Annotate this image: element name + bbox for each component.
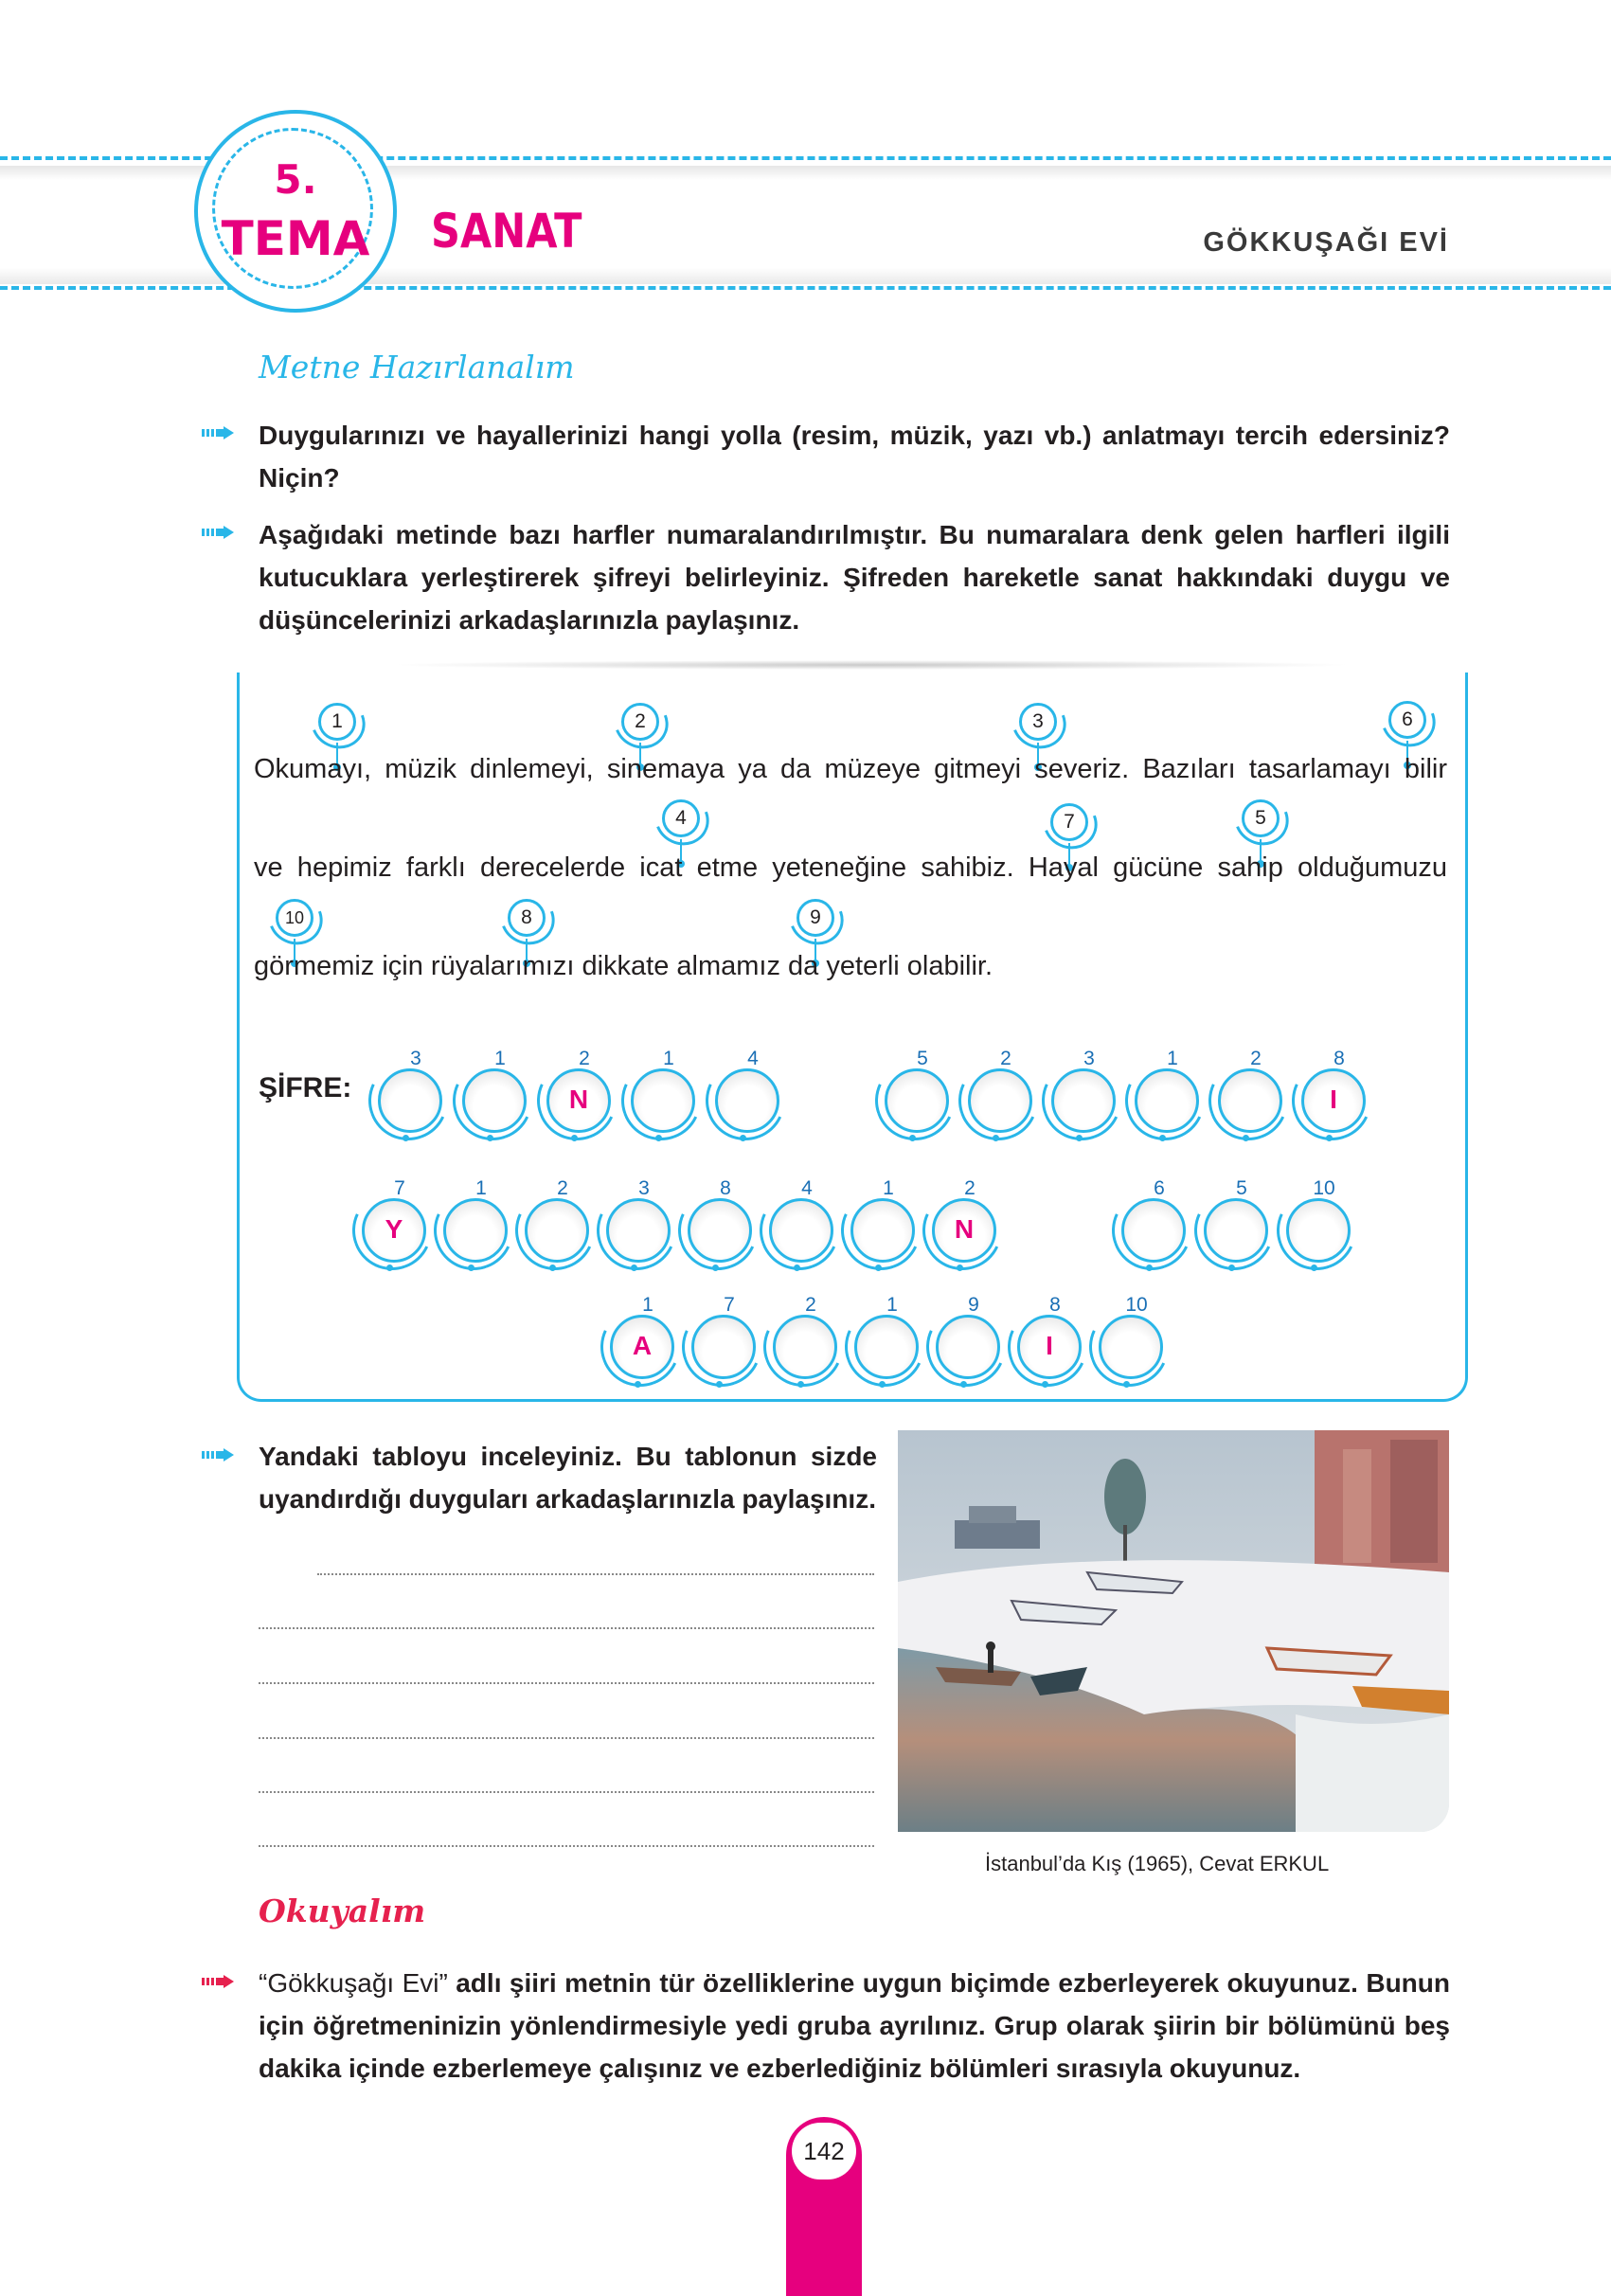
question-4-text: adlı şiiri metnin tür özelliklerine uygun biçimde ezberleyerek okuyunuz. Bunun için öğretmeninizin yönlendirmesiyle yedi gruba ayrılınız. Grup olarak şiirin bir bölümünü beş dakika içinde ezberlemeye çalışınız ve ezberlediğiniz bölümleri sırasıyla okuyunuz. [259, 1968, 1450, 2083]
cipher-letter [773, 1315, 837, 1379]
cipher-number: 8 [1049, 1294, 1061, 1316]
cipher-letter [885, 1068, 949, 1133]
cipher-cell[interactable] [928, 1177, 1004, 1272]
cipher-number: 5 [1236, 1177, 1247, 1199]
cipher-number: 5 [917, 1048, 928, 1069]
theme-title: SANAT [431, 204, 582, 259]
passage-line-2: ve hepimiz farklı derecelerde icat etme yeteneğine sahibiz. Hayal gücüne sahip olduğumuzu [254, 852, 1447, 883]
page-number: 142 [792, 2123, 856, 2179]
cipher-cell[interactable] [602, 1177, 678, 1272]
letter-marker: 10 [270, 897, 327, 973]
answer-line[interactable] [259, 1845, 874, 1847]
cipher-number: 10 [1125, 1294, 1148, 1316]
cipher-number: 1 [494, 1048, 506, 1069]
cipher-cell[interactable] [543, 1048, 618, 1142]
cipher-number: 8 [1334, 1048, 1345, 1069]
cipher-number: 2 [964, 1177, 976, 1199]
cipher-cell[interactable] [374, 1048, 450, 1142]
cipher-number: 1 [663, 1048, 674, 1069]
cipher-label: ŞİFRE: [259, 1072, 352, 1103]
cipher-cell[interactable] [439, 1177, 515, 1272]
answer-line[interactable] [259, 1682, 874, 1684]
poem-title-quote: “Gökkuşağı Evi” [259, 1968, 448, 1998]
bullet-arrow-icon [202, 426, 238, 439]
cipher-cell[interactable] [1118, 1177, 1193, 1272]
cipher-letter [606, 1198, 671, 1263]
cipher-letter [1218, 1068, 1282, 1133]
cipher-cell[interactable] [688, 1294, 763, 1389]
cipher-number: 4 [747, 1048, 759, 1069]
cipher-number: 1 [475, 1177, 487, 1199]
cipher-letter [1135, 1068, 1199, 1133]
cipher-number: 10 [1313, 1177, 1335, 1199]
cipher-letter: I [1330, 1085, 1337, 1114]
answer-line[interactable] [259, 1737, 874, 1739]
cipher-cell[interactable] [606, 1294, 682, 1389]
letter-marker: 3 [1013, 701, 1070, 777]
cipher-cell[interactable] [627, 1048, 703, 1142]
text-title: GÖKKUŞAĞI EVİ [1203, 227, 1449, 258]
cipher-number: 1 [1167, 1048, 1178, 1069]
cipher-cell[interactable] [1214, 1048, 1290, 1142]
cipher-number: 1 [642, 1294, 653, 1316]
cipher-letter [631, 1068, 695, 1133]
cipher-letter [1204, 1198, 1268, 1263]
cipher-cell[interactable] [1047, 1048, 1123, 1142]
cipher-number: 7 [724, 1294, 735, 1316]
cipher-cell[interactable] [1282, 1177, 1358, 1272]
cipher-number: 7 [394, 1177, 405, 1199]
question-4 [259, 1962, 1450, 2090]
cipher-letter [1051, 1068, 1116, 1133]
cipher-cell[interactable] [358, 1177, 434, 1272]
cipher-number: 1 [883, 1177, 894, 1199]
cipher-number: 2 [1000, 1048, 1011, 1069]
cipher-cell[interactable] [1131, 1048, 1207, 1142]
cipher-letter [691, 1315, 756, 1379]
passage-line-1: Okumayı, müzik dinlemeyi, sinemaya ya da müzeye gitmeyi severiz. Bazıları tasarlamayı bilir [254, 754, 1447, 784]
cipher-letter [378, 1068, 442, 1133]
cipher-number: 2 [805, 1294, 816, 1316]
cipher-number: 1 [886, 1294, 898, 1316]
cipher-number: 3 [1083, 1048, 1095, 1069]
painting-caption: İstanbul’da Kış (1965), Cevat ERKUL [985, 1852, 1330, 1875]
cipher-letter: N [954, 1214, 975, 1244]
cipher-number: 6 [1154, 1177, 1165, 1199]
cipher-number: 4 [801, 1177, 813, 1199]
cipher-cell[interactable] [521, 1177, 597, 1272]
cipher-letter [1099, 1315, 1163, 1379]
section-heading-read: Okuyalım [259, 1892, 426, 1929]
cipher-number: 2 [579, 1048, 590, 1069]
passage-line-3: görmemiz için rüyalarımızı dikkate almamız da yeterli olabilir. [254, 951, 993, 981]
cipher-letter [443, 1198, 508, 1263]
bullet-arrow-icon [202, 1975, 238, 1988]
cipher-letter [715, 1068, 779, 1133]
cipher-letter [968, 1068, 1032, 1133]
letter-marker: 6 [1383, 699, 1440, 775]
section-heading-prepare: Metne Hazırlanalım [259, 349, 575, 386]
cipher-letter [936, 1315, 1000, 1379]
cipher-number: 9 [968, 1294, 979, 1316]
cipher-cell[interactable] [684, 1177, 760, 1272]
cipher-letter: N [568, 1085, 589, 1114]
answer-line[interactable] [317, 1573, 874, 1575]
cipher-letter: A [632, 1331, 653, 1360]
cipher-number: 2 [557, 1177, 568, 1199]
letter-marker: 2 [616, 701, 672, 777]
cipher-cell[interactable] [964, 1048, 1040, 1142]
unit-number: 5. [274, 156, 317, 203]
question-2: Aşağıdaki metinde bazı harfler numaralandırılmıştır. Bu numaralara denk gelen harfleri ilgili kutucuklara yerleştirerek şifreyi belirleyiniz. Şifreden hareketle sanat hakkındaki duygu ve düşüncelerinizi arkadaşlarınızla paylaşınız. [259, 520, 1450, 635]
letter-marker: 4 [656, 798, 713, 873]
cipher-cell[interactable] [932, 1294, 1008, 1389]
bullet-arrow-icon [202, 526, 238, 539]
cipher-cell[interactable] [850, 1294, 926, 1389]
painting-image [898, 1430, 1449, 1832]
cipher-letter [688, 1198, 752, 1263]
bullet-arrow-icon [202, 1448, 238, 1462]
cipher-cell[interactable] [1095, 1294, 1171, 1389]
cipher-number: 2 [1250, 1048, 1262, 1069]
cipher-number: 3 [410, 1048, 421, 1069]
letter-marker: 7 [1045, 801, 1101, 877]
question-3: Yandaki tabloyu inceleyiniz. Bu tablonun sizde uyandırdığı duyguları arkadaşlarınızla paylaşınız. [259, 1442, 877, 1514]
letter-marker: 1 [313, 701, 369, 777]
cipher-letter [462, 1068, 527, 1133]
cipher-cell[interactable] [765, 1177, 841, 1272]
cipher-cell[interactable] [1298, 1048, 1373, 1142]
letter-marker: 9 [791, 897, 848, 973]
answer-line[interactable] [259, 1627, 874, 1629]
letter-marker: 8 [502, 897, 559, 973]
cipher-cell[interactable] [1200, 1177, 1276, 1272]
cipher-number: 8 [720, 1177, 731, 1199]
cipher-letter: Y [385, 1214, 403, 1244]
unit-label: TEMA [221, 211, 370, 266]
cipher-letter: I [1046, 1331, 1053, 1360]
cipher-letter [854, 1315, 919, 1379]
question-1: Duygularınızı ve hayallerinizi hangi yolla (resim, müzik, yazı vb.) anlatmayı tercih edersiniz? Niçin? [259, 421, 1450, 493]
box-top-shadow [388, 660, 1354, 670]
cipher-cell[interactable] [847, 1177, 922, 1272]
letter-marker: 5 [1236, 798, 1293, 873]
cipher-letter [769, 1198, 833, 1263]
cipher-cell[interactable] [769, 1294, 845, 1389]
cipher-letter [850, 1198, 915, 1263]
cipher-letter [1121, 1198, 1186, 1263]
unit-badge [201, 117, 390, 306]
cipher-cell[interactable] [711, 1048, 787, 1142]
cipher-cell[interactable] [881, 1048, 957, 1142]
cipher-cell[interactable] [458, 1048, 534, 1142]
cipher-letter [1286, 1198, 1351, 1263]
cipher-letter [525, 1198, 589, 1263]
cipher-number: 3 [638, 1177, 650, 1199]
cipher-cell[interactable] [1013, 1294, 1089, 1389]
answer-line[interactable] [259, 1791, 874, 1793]
